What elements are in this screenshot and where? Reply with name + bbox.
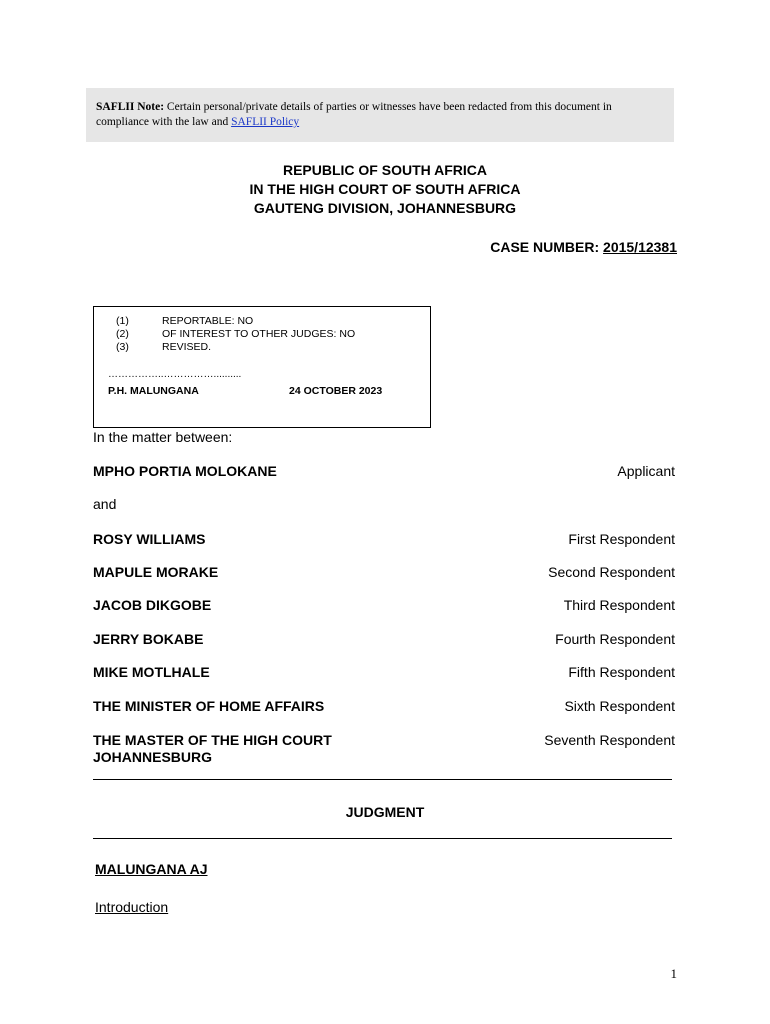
page-number: 1	[670, 966, 677, 981]
box-item-num: (1)	[116, 315, 129, 327]
matter-between: In the matter between:	[93, 429, 233, 445]
party-role-applicant: Applicant	[617, 463, 675, 479]
party-name: JERRY BOKABE	[93, 631, 204, 647]
divider-top	[93, 779, 672, 780]
party-role: Sixth Respondent	[564, 698, 675, 714]
party-name-applicant: MPHO PORTIA MOLOKANE	[93, 463, 277, 479]
box-item-text: OF INTEREST TO OTHER JUDGES: NO	[162, 328, 356, 340]
box-date: 24 OCTOBER 2023	[289, 385, 383, 397]
party-name: ROSY WILLIAMS	[93, 531, 206, 547]
box-item-num: (2)	[116, 328, 129, 340]
case-number-value: 2015/12381	[603, 239, 677, 255]
heading-line-1: REPUBLIC OF SOUTH AFRICA	[282, 162, 488, 178]
heading-line-2: IN THE HIGH COURT OF SOUTH AFRICA	[249, 181, 521, 197]
box-item-2	[116, 328, 355, 341]
reportable-box	[93, 306, 431, 428]
box-item-3	[116, 341, 211, 354]
party-name-multiline	[93, 732, 332, 766]
party-role: Third Respondent	[563, 597, 675, 613]
party-role: Second Respondent	[548, 564, 675, 580]
party-name: JACOB DIKGOBE	[93, 597, 212, 613]
divider-bottom	[93, 838, 672, 839]
party-name: THE MINISTER OF HOME AFFAIRS	[93, 698, 325, 714]
and-text: and	[93, 496, 117, 512]
party-role: Seventh Respondent	[544, 732, 675, 748]
court-heading	[0, 161, 770, 218]
heading-line-3: GAUTENG DIVISION, JOHANNESBURG	[253, 200, 517, 216]
note-label: SAFLII Note:	[96, 101, 165, 113]
party-name-line-1: THE MASTER OF THE HIGH COURT	[93, 732, 332, 748]
judgment-title: JUDGMENT	[345, 804, 425, 820]
party-name-line-2: JOHANNESBURG	[93, 749, 213, 765]
saflii-note	[86, 88, 674, 142]
case-number-label: CASE NUMBER:	[490, 239, 600, 255]
saflii-policy-link[interactable]: SAFLII Policy	[231, 116, 300, 128]
party-name: MIKE MOTLHALE	[93, 664, 210, 680]
signature-line: ……………..……………..........	[108, 369, 242, 380]
box-item-1	[116, 315, 253, 328]
note-text: Certain personal/private details of parties or witnesses have been redacted from this document in compliance with the law and	[96, 101, 612, 128]
box-item-text: REVISED.	[162, 341, 212, 353]
party-role: Fourth Respondent	[555, 631, 675, 647]
party-role: Fifth Respondent	[568, 664, 675, 680]
party-name: MAPULE MORAKE	[93, 564, 219, 580]
party-role: First Respondent	[568, 531, 675, 547]
judge-author: MALUNGANA AJ	[95, 861, 208, 877]
box-item-num: (3)	[116, 341, 129, 353]
case-number	[490, 239, 677, 255]
introduction-heading: Introduction	[95, 899, 169, 915]
box-judge-name: P.H. MALUNGANA	[108, 385, 199, 397]
box-item-text: REPORTABLE: NO	[162, 315, 254, 327]
